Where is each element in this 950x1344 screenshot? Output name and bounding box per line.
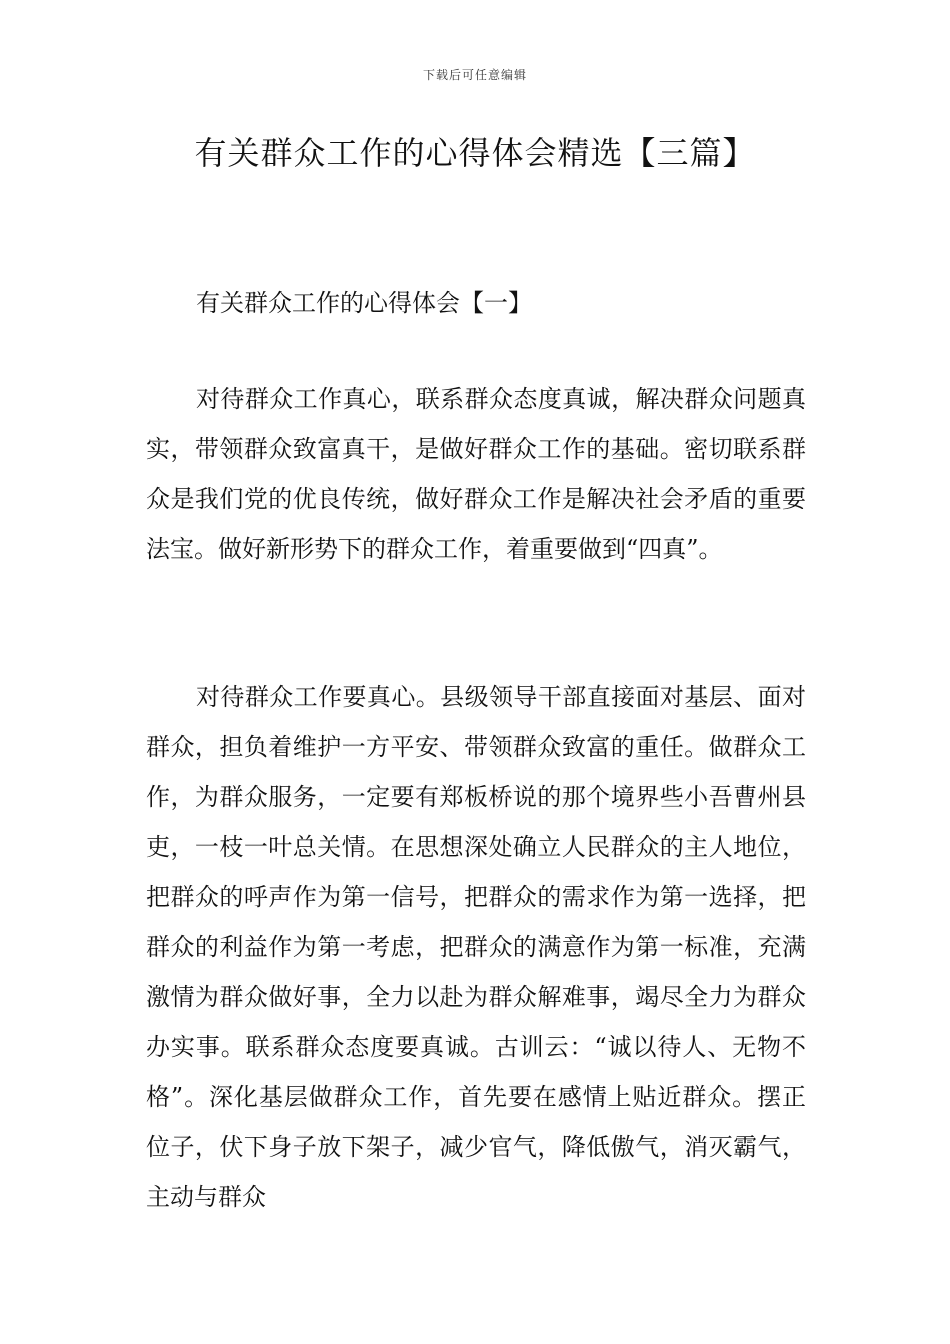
header-note: 下载后可任意编辑 [422, 68, 527, 82]
document-title: 有关群众工作的心得体会精选【三篇】 [194, 134, 756, 172]
body-paragraph-2: 对待群众工作要真心。县级领导干部直接面对基层、面对群众，担负着维护一方平安、带领群众致富的重任。做群众工作，为群众服务，一定要有郑板桥说的那个境界些小吾曹州县吏，一枝一叶总关情。在思想深处确立人民群众的主人地位，把群众的呼声作为第一信号，把群众的需求作为第一选择，把群众的利益作为第一考虑，把群众的满意作为第一标准，充满激情为群众做好事，全力以赴为群众解难事，竭尽全力为群众办实事。联系群众态度要真诚。古训云：“诚以待人、无物不格”。深化基层做群众工作，首先要在感情上贴近群众。摆正位子，伏下身子放下架子，减少官气，降低傲气，消灭霸气，主动与群众 [146, 683, 806, 1211]
section-heading: 有关群众工作的心得体会【一】 [196, 289, 532, 317]
body-paragraph-1: 对待群众工作真心，联系群众态度真诚，解决群众问题真实，带领群众致富真干，是做好群众工作的基础。密切联系群众是我们党的优良传统，做好群众工作是解决社会矛盾的重要法宝。做好新形势下的群众工作，着重要做到“四真”。 [146, 385, 806, 563]
